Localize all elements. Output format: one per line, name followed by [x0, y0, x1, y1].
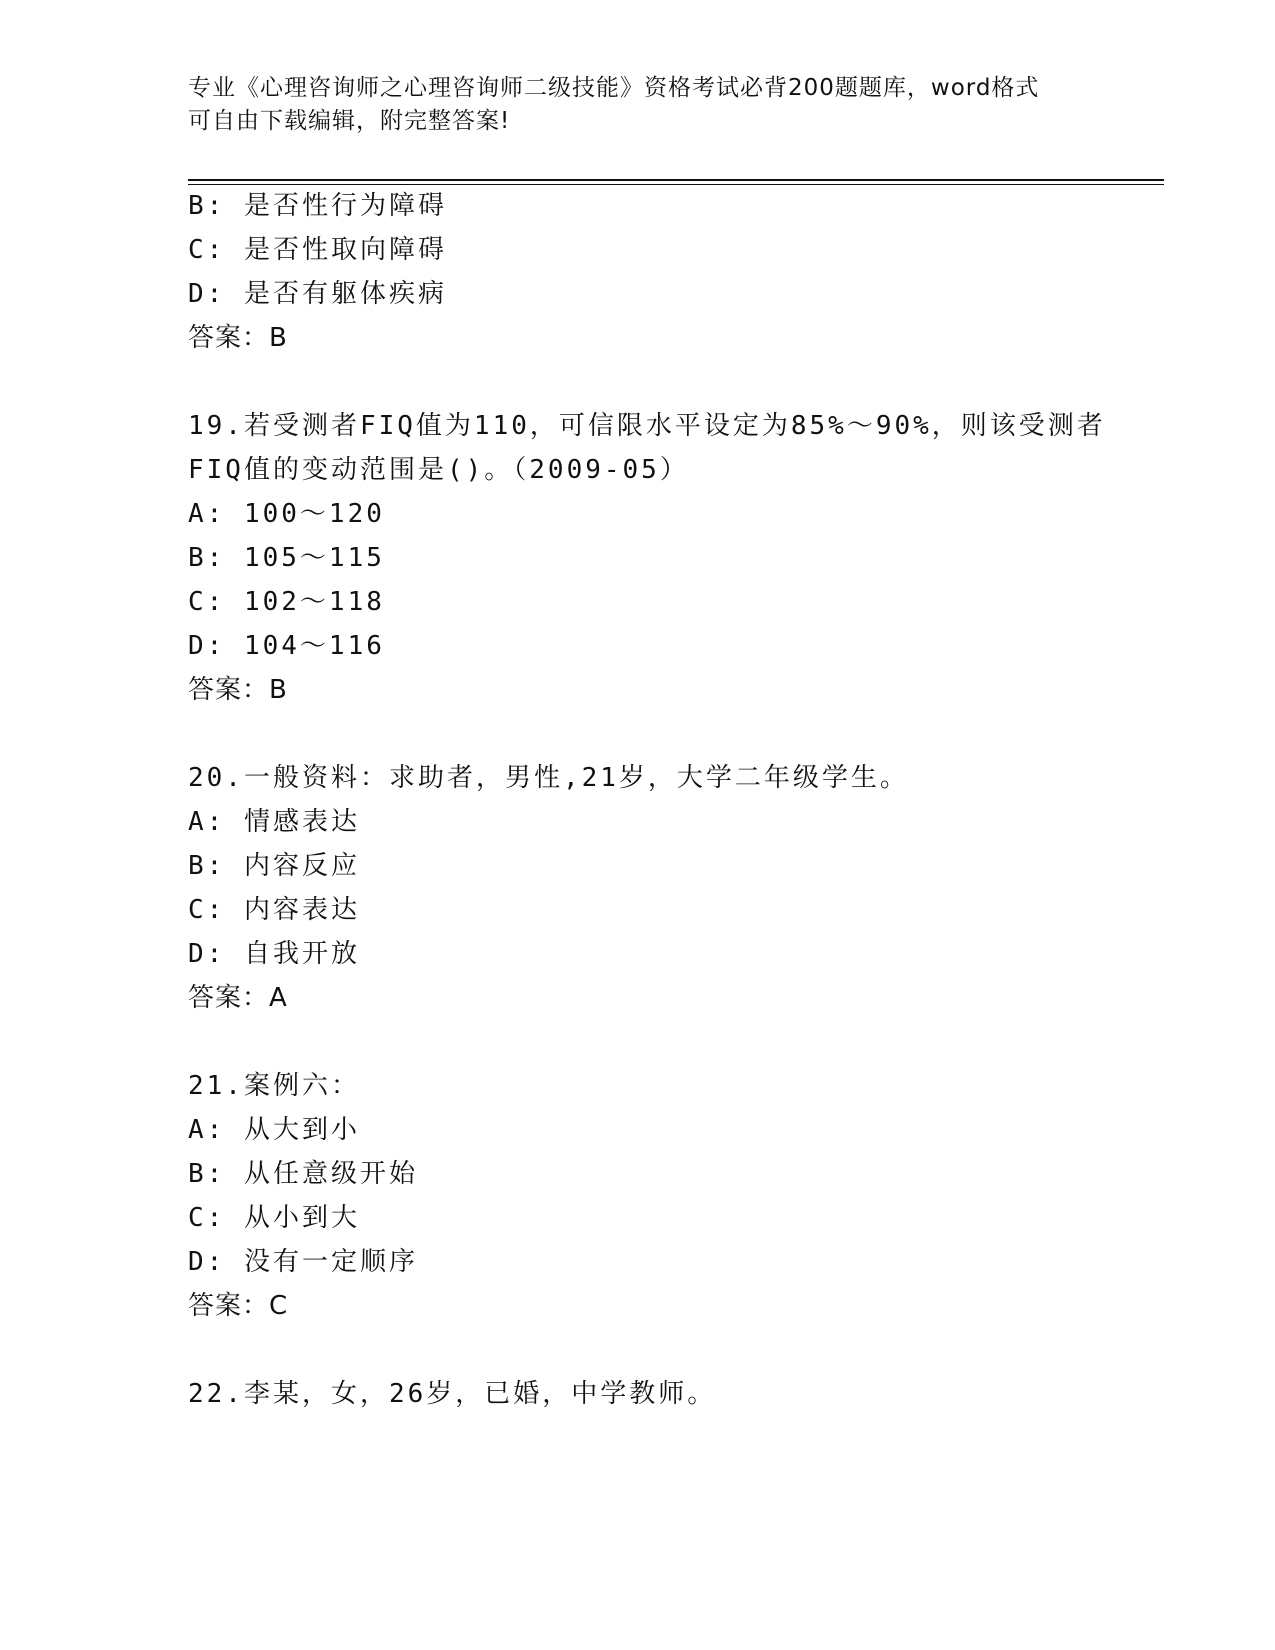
q20-answer: 答案：A — [188, 983, 288, 1013]
q21-stem: 21.案例六： — [188, 1071, 360, 1101]
q22-stem: 22.李某，女，26岁，已婚，中学教师。 — [188, 1379, 717, 1409]
q18-option-c: C: 是否性取向障碍 — [188, 235, 447, 265]
document-header — [188, 72, 1088, 138]
q20-option-d: D: 自我开放 — [188, 939, 360, 969]
q18-answer: 答案：B — [188, 323, 288, 353]
q19-option-c: C: 102～118 — [188, 587, 385, 617]
q21-option-c: C: 从小到大 — [188, 1203, 360, 1233]
q18-option-d: D: 是否有躯体疾病 — [188, 279, 447, 309]
q20-stem: 20.一般资料：求助者，男性,21岁，大学二年级学生。 — [188, 763, 909, 793]
q19-option-a: A: 100～120 — [188, 499, 385, 529]
header-line-1: 专业《心理咨询师之心理咨询师二级技能》资格考试必背200题题库，word格式 — [188, 75, 1040, 101]
q18-option-b: B: 是否性行为障碍 — [188, 191, 447, 221]
q20-option-a: A: 情感表达 — [188, 807, 360, 837]
header-divider-bottom — [188, 184, 1164, 185]
q19-option-b: B: 105～115 — [188, 543, 385, 573]
q19-answer: 答案：B — [188, 675, 288, 705]
header-divider-top — [188, 179, 1164, 181]
q19-stem-line-2: FIQ值的变动范围是()。（2009-05） — [188, 455, 689, 485]
q20-option-b: B: 内容反应 — [188, 851, 360, 881]
q19-option-d: D: 104～116 — [188, 631, 385, 661]
q21-answer: 答案：C — [188, 1291, 289, 1321]
q21-option-b: B: 从任意级开始 — [188, 1159, 418, 1189]
q21-option-d: D: 没有一定顺序 — [188, 1247, 418, 1277]
q21-option-a: A: 从大到小 — [188, 1115, 360, 1145]
header-line-2: 可自由下载编辑，附完整答案! — [188, 108, 511, 134]
q20-option-c: C: 内容表达 — [188, 895, 360, 925]
q19-stem-line-1: 19.若受测者FIQ值为110，可信限水平设定为85%～90%，则该受测者 — [188, 411, 1106, 441]
